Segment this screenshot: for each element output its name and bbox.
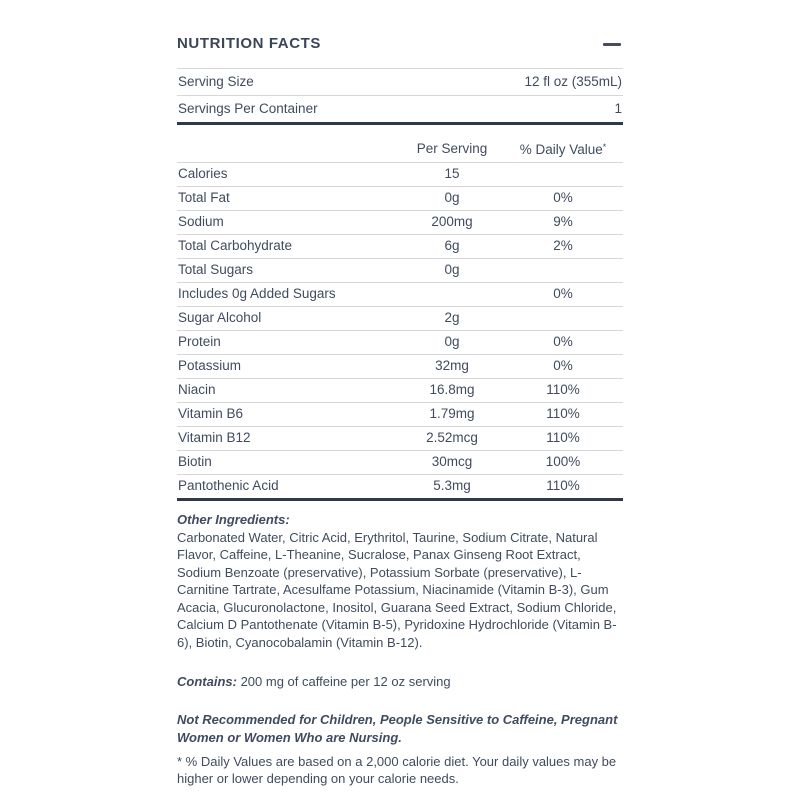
nutrient-per-serving: 6g [444,238,460,253]
other-ingredients-text: Carbonated Water, Citric Acid, Erythritol, Taurine, Sodium Citrate, Natural Flavor, Caffeine, L-Theanine, Sucralose, Panax Ginseng Root Extract, Sodium Benzoate (preservative), Potassium Sorbate (preservative), L-Carnitine Tartrate, Acesulfame Potassium, Niacinamide (Vitamin B-3), Gum Acacia, Glucuronolactone, Inositol, Guarana Seed Extract, Sodium Chloride, Calcium D Pantothenate (Vitamin B-5), Pyridoxine Hydrochloride (Vitamin B-6), Biotin, Cyanocobalamin (Vitamin B-12). [177,529,617,650]
nutrient-label: Total Fat [178,190,230,205]
serving-info-table [177,68,623,125]
nutrient-per-serving: 16.8mg [429,382,475,397]
nutrient-label: Niacin [178,382,216,397]
nutrient-per-serving: 1.79mg [429,406,475,421]
nutrient-daily-value: 2% [553,238,573,253]
nutrient-row-vitamin-b6 [177,403,623,427]
serving-size-value: 12 fl oz (355mL) [524,74,622,89]
servings-per-container-label: Servings Per Container [178,101,318,116]
serving-size-label: Serving Size [178,74,254,89]
nutrient-per-serving: 200mg [431,214,473,229]
nutrient-label: Total Carbohydrate [178,238,293,253]
nutrient-daily-value: 100% [545,454,581,469]
nutrient-daily-value: 110% [546,430,580,445]
nutrient-label: Biotin [178,454,212,469]
nutrient-label: Vitamin B12 [178,430,251,445]
nutrient-row-potassium [177,355,623,379]
nutrient-label: Includes 0g Added Sugars [178,286,336,301]
nutrient-per-serving: 0g [444,262,460,277]
nutrition-facts-panel [177,0,623,788]
nutrient-per-serving: 32mg [435,358,469,373]
contains-statement [177,673,623,691]
nutrient-row-niacin [177,379,623,403]
nutrient-row-added-sugars [177,283,623,307]
nutrient-per-serving: 5.3mg [433,478,471,493]
nutrient-daily-value: 9% [553,214,573,229]
nutrient-label: Pantothenic Acid [178,478,279,493]
nutrient-per-serving: 15 [444,166,460,181]
nutrient-daily-value: 0% [553,358,573,373]
nutrient-per-serving: 0g [444,190,460,205]
nutrient-label: Vitamin B6 [178,406,244,421]
col-header-daily-value: % Daily Value* [519,142,607,157]
nutrient-row-total-fat [177,187,623,211]
nutrient-daily-value: 0% [553,334,573,349]
nutrient-row-protein [177,331,623,355]
servings-per-container-value: 1 [614,101,622,116]
daily-value-footnote: * % Daily Values are based on a 2,000 calorie diet. Your daily values may be higher or lower depending on your calorie needs. [177,753,617,786]
other-ingredients-section [177,511,623,651]
nutrient-label: Calories [178,166,228,181]
nutrient-label: Potassium [178,358,242,373]
nutrient-per-serving: 2g [444,310,460,325]
nutrient-label: Protein [178,334,221,349]
contains-label: Contains: [177,674,237,689]
col-header-per-serving: Per Serving [416,140,488,156]
nutrient-row-biotin [177,451,623,475]
nutrient-daily-value: 110% [546,406,580,421]
nutrient-daily-value: 0% [553,286,573,301]
daily-value-asterisk: * [602,142,607,152]
nutrient-row-vitamin-b12 [177,427,623,451]
contains-text: 200 mg of caffeine per 12 oz serving [236,674,451,689]
nutrient-daily-value: 110% [546,478,580,493]
nutrient-row-calories [177,163,623,187]
other-ingredients-heading: Other Ingredients: [177,512,290,527]
nutrient-row-sodium [177,211,623,235]
nutrient-daily-value: 0% [553,190,573,205]
serving-size-row [177,69,623,96]
nutrient-row-total-carbohydrate [177,235,623,259]
caffeine-warning: Not Recommended for Children, People Sensitive to Caffeine, Pregnant Women or Women Who are Nursing. [177,711,618,745]
nutrient-per-serving: 0g [444,334,460,349]
nutrient-row-pantothenic-acid [177,475,623,498]
nutrient-label: Total Sugars [178,262,254,277]
nutrient-label: Sugar Alcohol [178,310,262,325]
nutrient-label: Sodium [178,214,224,229]
nutrient-per-serving: 30mcg [431,454,473,469]
table-header-row [177,139,623,163]
panel-title: NUTRITION FACTS [177,35,321,52]
servings-per-container-row [177,96,623,122]
nutrient-row-sugar-alcohol [177,307,623,331]
nutrient-daily-value: 110% [546,382,580,397]
nutrient-row-total-sugars [177,259,623,283]
collapse-minus-icon[interactable] [603,43,621,46]
nutrition-facts-accordion-header[interactable] [177,36,623,52]
nutrition-table [177,139,623,501]
nutrient-per-serving: 2.52mcg [426,430,478,445]
